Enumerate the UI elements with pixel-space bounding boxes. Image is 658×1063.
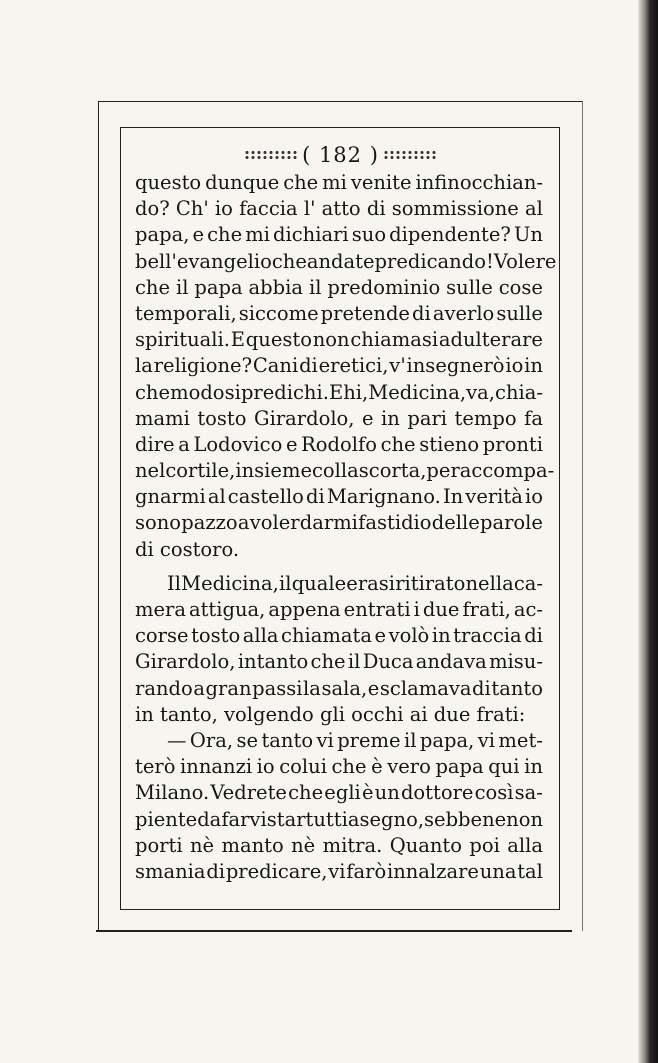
text-line	[135, 728, 543, 754]
word: andate	[306, 249, 375, 273]
ornament-left-icon	[244, 150, 298, 160]
word: per	[426, 459, 460, 483]
word: poi	[469, 833, 500, 857]
word: rando	[135, 676, 193, 700]
word: Ora,	[189, 728, 234, 752]
word: Girardolo,	[254, 406, 355, 430]
book-spine-edge	[638, 0, 658, 1063]
word: questo	[245, 328, 312, 352]
text-line: in tanto, volgendo gli occhi ai due frati:	[135, 702, 526, 726]
word: Un	[513, 223, 543, 247]
word: farvi	[221, 807, 267, 831]
word: di	[299, 354, 318, 378]
text-line	[135, 807, 543, 833]
word: mami	[135, 406, 190, 430]
word: Lodovico	[193, 432, 283, 456]
word: pari	[407, 406, 448, 430]
word: appena	[268, 598, 341, 621]
word: io	[524, 485, 543, 509]
word: erasi	[346, 571, 396, 595]
word: così	[474, 781, 514, 805]
word: nè	[291, 833, 316, 857]
word: papa	[194, 275, 243, 299]
word: delle	[431, 511, 480, 535]
word: star	[266, 807, 306, 831]
word: averlo	[432, 301, 495, 325]
word: è	[361, 781, 374, 805]
word: che	[288, 781, 324, 805]
word: mi	[322, 171, 347, 194]
word: met-	[498, 728, 543, 752]
word: nella	[465, 571, 514, 595]
word: adulterare	[438, 328, 543, 352]
word: al	[207, 485, 226, 509]
word: colui	[279, 755, 327, 779]
word: tosto	[197, 406, 247, 430]
body-text	[135, 170, 557, 885]
word: dipendente?	[389, 223, 511, 247]
text-line	[135, 676, 543, 702]
word: Medicina,	[368, 380, 467, 404]
word: Duca	[362, 650, 414, 674]
word: dunque	[205, 171, 280, 194]
word: pretende	[320, 301, 410, 325]
word: se	[236, 728, 259, 752]
word: in	[381, 406, 400, 430]
word: non	[506, 807, 544, 831]
word: di	[412, 301, 431, 325]
text-line	[135, 754, 543, 780]
word: di	[524, 624, 543, 648]
word: e	[362, 406, 374, 430]
word: sclamava	[379, 676, 472, 700]
word: bell'	[135, 249, 177, 273]
text-line	[135, 353, 543, 379]
word: smania	[135, 859, 206, 883]
text-line	[135, 301, 543, 327]
word: Rodolfo	[301, 432, 377, 456]
word: terò	[135, 755, 176, 779]
text-line	[135, 249, 557, 275]
word: scorta,	[358, 459, 427, 483]
word: nè	[190, 833, 215, 857]
word: infinocchian-	[415, 171, 543, 194]
text-line	[135, 170, 543, 196]
word: sa-	[514, 781, 543, 805]
word: mera	[135, 598, 186, 621]
word: sulle	[446, 275, 493, 299]
word: a	[237, 511, 250, 535]
word: venite	[350, 171, 412, 194]
text-line	[135, 327, 543, 353]
word: da	[197, 807, 222, 831]
text-line	[135, 406, 543, 432]
word: e	[367, 676, 380, 700]
word: In	[442, 485, 464, 509]
word: e	[374, 624, 387, 648]
word: segno,	[359, 807, 425, 831]
word: quale	[291, 571, 347, 595]
word: fa	[524, 406, 543, 430]
word: ritirato	[395, 571, 466, 595]
word: frati,	[462, 598, 511, 621]
word: a	[347, 807, 360, 831]
word: va,	[466, 380, 495, 404]
word: qui	[488, 755, 520, 779]
word: spirituali.	[135, 328, 230, 352]
word: il	[347, 650, 361, 674]
word: di	[306, 485, 325, 509]
word: tempo	[454, 406, 517, 430]
word: cose	[498, 275, 543, 299]
word: Marignano.	[326, 485, 441, 509]
word: una	[479, 859, 517, 883]
word: fastidio	[358, 511, 432, 535]
word: io	[505, 354, 524, 378]
word: do?	[135, 197, 170, 221]
text-line	[135, 484, 543, 510]
word: papa,	[135, 223, 190, 247]
word: dichiari	[273, 223, 349, 247]
word: sommissione	[391, 197, 519, 221]
word: pazzo	[181, 511, 238, 535]
word: insegnerò	[406, 354, 505, 378]
word: l'	[303, 197, 316, 221]
word: predicare,	[225, 859, 328, 883]
word: in	[431, 624, 451, 648]
text-line	[135, 380, 543, 406]
word: Il	[167, 571, 181, 595]
word: di	[366, 197, 386, 221]
word: sala,	[321, 676, 368, 700]
word: —	[167, 728, 187, 752]
word: di	[206, 859, 226, 883]
word: Quanto	[389, 833, 463, 857]
word: la	[135, 354, 153, 378]
word: alla	[507, 833, 543, 857]
word: vi	[316, 728, 334, 752]
word: tanto	[491, 676, 543, 700]
word: preme	[337, 728, 401, 752]
word: nel	[135, 459, 166, 483]
word: andava	[415, 650, 487, 674]
word: suo	[351, 223, 387, 247]
word: evangelio	[176, 249, 272, 273]
word: voler	[249, 511, 300, 535]
word: Girardolo,	[135, 650, 236, 674]
word: tosto	[191, 624, 241, 648]
word: manto	[221, 833, 284, 857]
word: passi	[252, 676, 303, 700]
word: cortile,	[165, 459, 236, 483]
word: abbia	[248, 275, 304, 299]
word: che	[135, 380, 171, 404]
word: non	[312, 328, 350, 352]
word: il	[175, 275, 189, 299]
word: innalzare	[386, 859, 479, 883]
word: Ehi,	[328, 380, 369, 404]
word: misu-	[489, 650, 543, 674]
word: a	[193, 676, 205, 700]
word: Ch'	[175, 197, 209, 221]
word: di	[472, 676, 491, 700]
paragraph-gap	[135, 563, 543, 571]
word: tal	[517, 859, 543, 883]
word: dottore	[400, 781, 474, 805]
word: atto	[321, 197, 361, 221]
word: predicando!	[374, 249, 494, 273]
word: accompa-	[459, 459, 555, 483]
word: in	[524, 354, 543, 378]
word: colla	[312, 459, 359, 483]
word: entrati	[343, 598, 411, 621]
text-line	[135, 458, 555, 484]
text-line	[135, 780, 543, 806]
word: religione?	[153, 354, 253, 378]
word: predichi.	[240, 380, 329, 404]
text-line	[135, 649, 543, 675]
word: porti	[135, 833, 183, 857]
page-number: ( 182 )	[302, 143, 379, 167]
word: papa	[435, 755, 484, 779]
text-line: di costoro.	[135, 537, 240, 561]
word: tutti	[305, 807, 348, 831]
word: i	[413, 598, 420, 621]
word: si	[224, 380, 241, 404]
word: faccia	[239, 197, 298, 221]
text-line	[135, 623, 543, 649]
word: che	[310, 650, 346, 674]
word: attigua,	[188, 598, 266, 621]
word: io	[214, 197, 233, 221]
word: che	[135, 275, 171, 299]
bottom-rule	[96, 930, 572, 932]
word: pronti	[482, 432, 543, 456]
word: al	[525, 197, 543, 221]
word: papa,	[419, 728, 475, 752]
text-line	[135, 432, 543, 458]
word: la	[303, 676, 321, 700]
word: temporali,	[135, 301, 237, 325]
text-line	[135, 222, 543, 248]
word: tanto	[261, 728, 314, 752]
word: ac-	[513, 598, 543, 621]
word: un	[374, 781, 400, 805]
word: vi	[477, 728, 495, 752]
word: il	[279, 571, 292, 595]
ornament-right-icon	[383, 150, 437, 160]
word: chia-	[495, 380, 543, 404]
word: traccia	[453, 624, 522, 648]
word: a	[178, 432, 190, 456]
text-line	[135, 833, 543, 859]
word: Medicina,	[181, 571, 279, 595]
word: chiamata	[281, 624, 372, 648]
word: questo	[135, 171, 202, 194]
word: parole	[479, 511, 543, 535]
word: Volere	[493, 249, 557, 273]
word: siccome	[238, 301, 319, 325]
word: ca-	[513, 571, 543, 595]
word: sono	[135, 511, 182, 535]
word: modo	[170, 380, 225, 404]
word: che	[331, 755, 367, 779]
word: chiamasi	[350, 328, 439, 352]
word: in	[524, 755, 543, 779]
word: corse	[135, 624, 189, 648]
word: mitra.	[322, 833, 383, 857]
word: eretici,	[318, 354, 389, 378]
word: intanto	[237, 650, 309, 674]
word: stieno	[419, 432, 480, 456]
word: gnarmi	[135, 485, 206, 509]
word: v'	[389, 354, 406, 378]
word: e	[192, 223, 205, 247]
word: due	[422, 598, 460, 621]
word: piente	[135, 807, 198, 831]
text-line	[135, 859, 543, 885]
word: che	[207, 223, 243, 247]
text-line	[135, 597, 543, 623]
word: insieme	[235, 459, 312, 483]
word: e	[285, 432, 298, 456]
word: vi	[328, 859, 346, 883]
word: Milano.	[135, 781, 210, 805]
word: il	[403, 728, 417, 752]
word: io	[256, 755, 275, 779]
word: verità	[465, 485, 523, 509]
word: è	[371, 755, 383, 779]
word: E	[230, 328, 246, 352]
word: Cani	[252, 354, 299, 378]
word: che	[283, 171, 319, 194]
text-line	[135, 510, 543, 536]
text-line	[135, 275, 543, 301]
word: che	[380, 432, 416, 456]
word: sebbene	[424, 807, 507, 831]
word: farò	[346, 859, 387, 883]
word: mi	[245, 223, 270, 247]
word: predominio	[327, 275, 441, 299]
page-header	[133, 141, 548, 169]
word: il	[308, 275, 322, 299]
text-line	[135, 571, 543, 597]
word: dire	[135, 432, 175, 456]
word: darmi	[299, 511, 358, 535]
text-line	[135, 196, 543, 222]
word: alla	[242, 624, 279, 648]
word: che	[271, 249, 307, 273]
word: innanzi	[180, 755, 253, 779]
word: sulle	[496, 301, 543, 325]
word: castello	[227, 485, 304, 509]
word: Vedrete	[210, 781, 287, 805]
word: vero	[387, 755, 431, 779]
word: gran	[205, 676, 252, 700]
word: egli	[324, 781, 361, 805]
word: volò	[388, 624, 430, 648]
